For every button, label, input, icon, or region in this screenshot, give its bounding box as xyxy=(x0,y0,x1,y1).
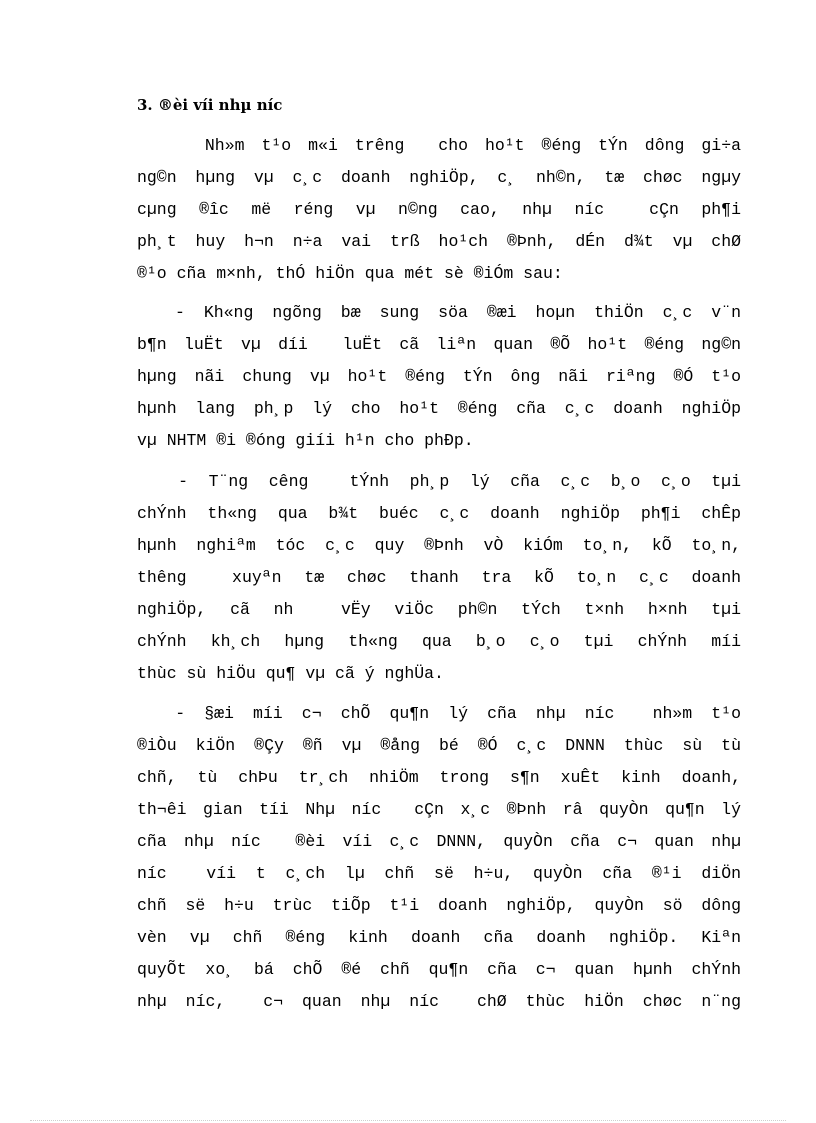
text-line: hµnh lang ph¸p lý cho ho¹t ®éng cña c¸c doanh nghiÖp xyxy=(137,399,741,418)
text-line: nghiÖp, cã nh vËy viÖc ph©n tÝch t×nh h×nh tµi xyxy=(137,600,741,619)
text-line: ng©n hµng vµ c¸c doanh nghiÖp, c¸ nh©n, tæ chøc ngµy xyxy=(137,168,741,187)
text-line: níc víi t c¸ch lµ chñ së h÷u, quyÒn cña ®¹i diÖn xyxy=(137,864,741,883)
section-heading: 3. ®èi víi nhµ níc xyxy=(137,96,283,114)
page-bottom-divider xyxy=(30,1120,786,1121)
text-line: cµng ®îc më réng vµ n©ng cao, nhµ níc cÇn ph¶i xyxy=(137,200,741,219)
text-line: Nh»m t¹o m«i trêng cho ho¹t ®éng tÝn dông gi÷a xyxy=(137,136,741,155)
text-line: ph¸t huy h¬n n÷a vai trß ho¹ch ®Þnh, dÉn d¾t vµ chØ xyxy=(137,232,741,251)
text-line: chÝnh kh¸ch hµng th«ng qua b¸o c¸o tµi chÝnh míi xyxy=(137,632,741,651)
paragraph-management-reform xyxy=(137,698,741,1018)
text-line: chñ së h÷u trùc tiÕp t¹i doanh nghiÖp, quyÒn sö dông xyxy=(137,896,741,915)
paragraph-law-supplement xyxy=(137,297,741,457)
text-line: - T¨ng cêng tÝnh ph¸p lý cña c¸c b¸o c¸o tµi xyxy=(137,472,741,491)
text-line: ®¹o cña m×nh, thÓ hiÖn qua mét sè ®iÓm sau: xyxy=(137,264,563,283)
text-line: thêng xuyªn tæ chøc thanh tra kÕ to¸n c¸c doanh xyxy=(137,568,741,587)
text-line: ®iÒu kiÖn ®Çy ®ñ vµ ®ång bé ®Ó c¸c DNNN thùc sù tù xyxy=(137,736,741,755)
text-line: cña nhµ níc ®èi víi c¸c DNNN, quyÒn cña c¬ quan nhµ xyxy=(137,832,741,851)
text-line: b¶n luËt vµ díi luËt cã liªn quan ®Õ ho¹t ®éng ng©n xyxy=(137,335,741,354)
text-line: chñ, tù chÞu tr¸ch nhiÖm trong s¶n xuÊt kinh doanh, xyxy=(137,768,741,787)
text-line: nhµ níc, c¬ quan nhµ níc chØ thùc hiÖn chøc n¨ng xyxy=(137,992,741,1011)
text-line: vµ NHTM ®i ®óng giíi h¹n cho phÐp. xyxy=(137,431,474,450)
text-line: chÝnh th«ng qua b¾t buéc c¸c doanh nghiÖp ph¶i chÊp xyxy=(137,504,741,523)
text-line: quyÕt xo¸ bá chÕ ®é chñ qu¶n cña c¬ quan hµnh chÝnh xyxy=(137,960,741,979)
text-line: thùc sù hiÖu qu¶ vµ cã ý nghÜa. xyxy=(137,664,444,683)
text-line: hµng nãi chung vµ ho¹t ®éng tÝn ông nãi riªng ®Ó t¹o xyxy=(137,367,741,386)
text-line: - Kh«ng ngõng bæ sung söa ®æi hoµn thiÖn c¸c v¨n xyxy=(137,303,741,322)
text-line: hµnh nghiªm tóc c¸c quy ®Þnh vÒ kiÓm to¸n, kÕ to¸n, xyxy=(137,536,741,555)
paragraph-financial-reports xyxy=(137,466,741,690)
text-line: vèn vµ chñ ®éng kinh doanh cña doanh nghiÖp. Kiªn xyxy=(137,928,741,947)
text-line: th¬êi gian tíi Nhµ níc cÇn x¸c ®Þnh râ quyÒn qu¶n lý xyxy=(137,800,741,819)
text-line: - §æi míi c¬ chÕ qu¶n lý cña nhµ níc nh»m t¹o xyxy=(137,704,741,723)
paragraph-intro xyxy=(137,130,741,290)
